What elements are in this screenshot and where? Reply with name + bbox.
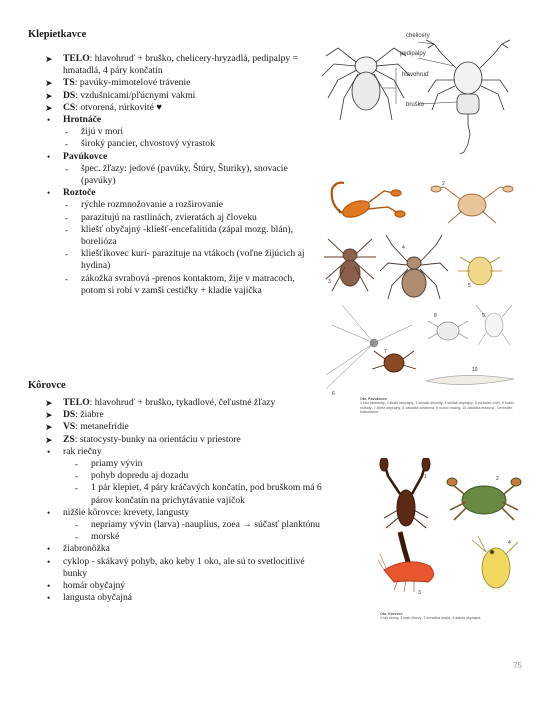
dash-bullet-icon: - (65, 212, 68, 223)
anatomy-label-chelicery: chelicery (406, 33, 430, 39)
bullet-list-item (45, 187, 308, 297)
sub-list-item (75, 519, 328, 531)
sub-list (75, 458, 328, 507)
item-term: Pavúkovce (63, 150, 108, 162)
item-text: : metanefrídie (75, 421, 129, 433)
item-text: cyklop - skákavý pohyb, ako keby 1 oko, ale sú to svetlocitlivé bunky (63, 555, 305, 579)
dot-bullet-icon: • (47, 151, 51, 162)
plate-number: 2 (442, 181, 445, 187)
item-text: nižšie kôrovce: krevety, langusty (63, 506, 190, 518)
anatomy-label-pedipalpy: pedipalpy (400, 51, 426, 57)
item-text: : otvorená, rúrkovité ♥ (75, 101, 162, 113)
arachnids-caption (360, 397, 520, 415)
item-term: VS (63, 421, 76, 433)
sub-list-item (65, 248, 308, 272)
item-text: : hlavohruď + bruško, chelicery-hryzadlá, pedipalpy = hmatadlá, 4 páry končatín (63, 53, 298, 77)
plate-number: 3 (328, 279, 331, 285)
dot-bullet-icon: • (47, 507, 51, 518)
crustaceans-caption-text: 1 rak riečny, 2 krab člnový, 3 krevetka lesklá, 4 dafnia obyčajná (380, 616, 481, 621)
sub-list-item (75, 482, 328, 506)
sub-item-text: 1 pár klepiet, 4 páry kráčavých končatín, pod bruškom má 6 párov končatín na prichytávanie vajíčok (91, 482, 322, 506)
arrow-list-item (45, 397, 328, 409)
item-term: DS (63, 409, 76, 421)
bullet-list-item (45, 114, 308, 151)
dot-bullet-icon: • (47, 593, 51, 604)
arrow-bullet-icon: ➤ (45, 90, 53, 101)
sub-list-item (75, 470, 328, 482)
arrow-list-item (45, 421, 328, 433)
sub-item-text: parazitujú na rastlinách, zvieratách aj človeku (81, 211, 257, 223)
item-text: langusta obyčajná (63, 592, 132, 604)
sub-list-item (75, 531, 328, 543)
sub-item-text: morské (91, 531, 120, 543)
plate-number: 7 (384, 349, 387, 355)
sub-item-text: rýchle rozmnožovanie a rozširovanie (81, 199, 223, 211)
dash-bullet-icon: - (75, 483, 78, 494)
arachnids-caption-title: Obr. Pavúkovce (360, 397, 387, 401)
crustaceans-plate-illustration (378, 458, 528, 608)
dash-bullet-icon: - (75, 520, 78, 531)
dash-bullet-icon: - (75, 532, 78, 543)
page-number: 75 (513, 661, 522, 670)
item-term: Roztoče (63, 187, 96, 199)
item-text: žiabronôžka (63, 543, 110, 555)
dash-bullet-icon: - (65, 249, 68, 260)
section-title-korovce: Kôrovce (28, 380, 66, 391)
arrow-list-item (45, 102, 308, 114)
bullet-list-item (45, 543, 328, 555)
sub-item-text: žijú v mori (81, 126, 124, 138)
sub-item-text: špec. žľazy: jedové (pavúky, Štúry, Šturiky), snovacie (pavúky) (81, 162, 288, 187)
sub-item-text: kliešťikovec kurí- parazituje na vtákoch (voľne žijúcich aj hydina) (81, 248, 305, 272)
arachnids-caption-text: 1 štúr tarantský, 2 štúrik obyčajný, 3 slnivák škvrnitý, 4 križiak obyčajný, 5 roztočec včelí, 6 kosec rožkatý, 7 kliešť obyčajný, 8 zákožka svrabová, 9 roztoč múčny, 10 zákožka mazová - Demodex folliculorum (360, 401, 515, 415)
arrow-bullet-icon: ➤ (45, 410, 53, 421)
arrow-bullet-icon: ➤ (45, 54, 53, 64)
arachnids-plate-figure (322, 175, 522, 397)
arrow-bullet-icon: ➤ (45, 78, 53, 89)
dot-bullet-icon: • (47, 188, 51, 199)
arachnid-anatomy-figure (318, 33, 518, 161)
sub-list (75, 519, 328, 543)
sub-item-text: kliešť obyčajný -kliešť-encefalitída (zápal mozg. blán), borelióza (81, 223, 293, 248)
item-text: rak riečny (63, 445, 102, 457)
plate-number: 1 (424, 474, 427, 480)
arrow-bullet-icon: ➤ (45, 434, 53, 445)
arrow-list-item (45, 409, 328, 421)
bullet-list-item (45, 556, 328, 580)
plate-number: 6 (332, 391, 335, 397)
sub-list-item (65, 212, 308, 224)
item-term: Hrotnáče (63, 114, 102, 126)
dash-bullet-icon: - (65, 163, 68, 174)
item-text: : vzdušnicami/pľúcnymi vakmi (75, 89, 196, 101)
plate-number: 8 (434, 313, 437, 319)
sub-list (65, 199, 308, 297)
sub-list (65, 163, 308, 187)
arrow-bullet-icon: ➤ (45, 422, 53, 433)
dot-bullet-icon: • (47, 581, 51, 592)
bullet-list (28, 397, 328, 604)
sub-list (65, 126, 308, 150)
sub-item-text: priamy vývin (91, 458, 143, 470)
sub-list-item (65, 199, 308, 211)
plate-number: 5 (468, 283, 471, 289)
arrow-bullet-icon: ➤ (45, 102, 53, 113)
dot-bullet-icon: • (47, 556, 51, 567)
item-text: : žiabre (75, 409, 104, 421)
section-body-klepietkavce (28, 53, 308, 297)
section-body-korovce (28, 397, 328, 604)
dash-bullet-icon: - (65, 200, 68, 211)
sub-item-text: zákožka svrabová -prenos kontaktom, žije v matracoch, potom si robí v zamši cestičky + kladie vajíčka (81, 272, 295, 296)
arachnids-plate-illustration (322, 175, 522, 397)
item-term: TELO (63, 53, 90, 64)
item-text: homár obyčajný (63, 580, 126, 592)
item-term: TS (63, 77, 75, 89)
sub-list-item (75, 458, 328, 470)
bullet-list-item (45, 580, 328, 592)
item-term: CS (63, 101, 76, 113)
dot-bullet-icon: • (47, 544, 51, 555)
crustaceans-caption (380, 612, 520, 621)
bullet-list (28, 53, 308, 297)
arrow-list-item (45, 434, 328, 446)
anatomy-label-brusko: bruško (406, 102, 425, 108)
sub-list-item (65, 224, 308, 248)
arrow-list-item (45, 77, 308, 89)
dash-bullet-icon: - (65, 273, 68, 284)
plate-number: 4 (402, 245, 405, 251)
anatomy-label-hlavohrud: hlavohruď (402, 72, 429, 78)
item-term: ZS (63, 433, 75, 445)
section-title-klepietkavce: Klepietkavce (28, 29, 87, 40)
arrow-bullet-icon: ➤ (45, 398, 53, 408)
crustaceans-caption-title: Obr. Kôrovce (380, 612, 403, 616)
plate-number: 2 (496, 476, 499, 482)
bullet-list-item (45, 592, 328, 604)
dash-bullet-icon: - (75, 471, 78, 482)
sub-list-item (65, 163, 308, 187)
bullet-list-item (45, 507, 328, 544)
item-text: : statocysty-bunky na orientáciu v priestore (74, 433, 241, 445)
arrow-list-item (45, 90, 308, 102)
bullet-list-item (45, 151, 308, 188)
item-term: TELO (63, 397, 90, 408)
bullet-list-item (45, 446, 328, 507)
plate-number: 1 (338, 209, 341, 215)
dash-bullet-icon: - (65, 127, 68, 138)
crustaceans-plate-figure (378, 458, 528, 608)
dash-bullet-icon: - (65, 224, 68, 235)
sub-item-text: nepriamy vývin (larva) -nauplius, zoea → súčasť planktónu (91, 519, 320, 531)
plate-number: 10 (472, 367, 478, 373)
item-term: DS (63, 89, 76, 101)
plate-number: 9 (482, 313, 485, 319)
plate-number: 4 (508, 540, 511, 546)
sub-list-item (65, 126, 308, 138)
sub-list-item (65, 138, 308, 150)
item-text: : hlavohruď + bruško, tykadlové, čeľustné žľazy (89, 397, 276, 408)
dot-bullet-icon: • (47, 115, 51, 126)
dot-bullet-icon: • (47, 446, 51, 457)
arrow-list-item (45, 53, 308, 77)
sub-item-text: široký pancier, chvostový výrastok (81, 138, 215, 150)
dash-bullet-icon: - (65, 139, 68, 150)
sub-list-item (65, 273, 308, 297)
sub-item-text: pohyb dopredu aj dozadu (91, 470, 189, 482)
dash-bullet-icon: - (75, 459, 78, 470)
item-text: : pavúky-mimotelové trávenie (74, 77, 191, 89)
plate-number: 3 (418, 590, 421, 596)
